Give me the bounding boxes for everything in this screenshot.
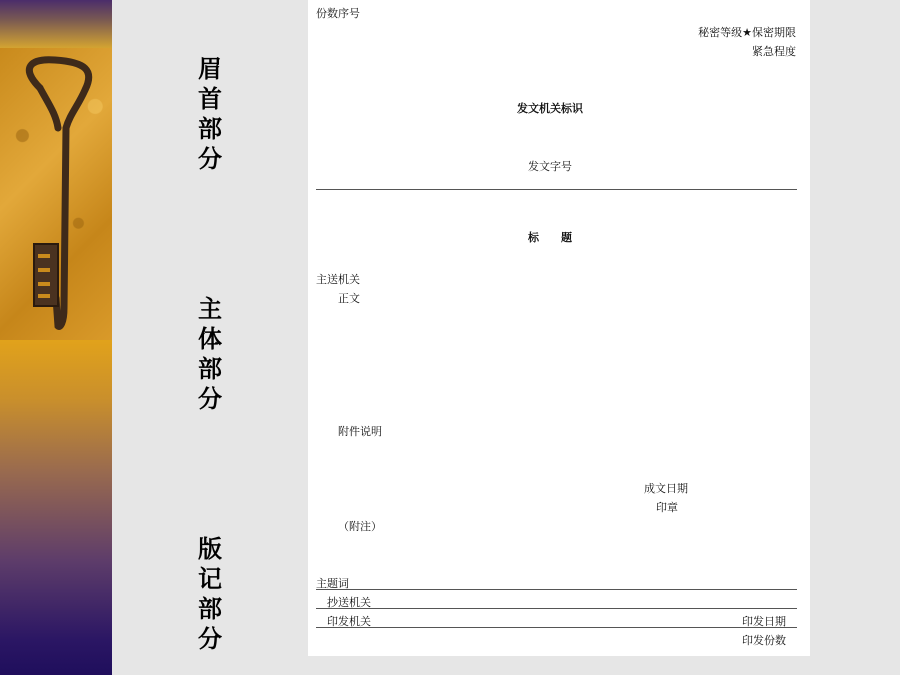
header-divider [316,189,797,190]
cc-agencies: 抄送机关 [327,596,371,609]
body-text: 正文 [338,292,360,305]
print-copies: 印发份数 [742,634,786,647]
section-label-header: 眉首部分 [198,54,222,173]
copy-number: 份数序号 [316,7,360,20]
document-title: 标 题 [528,231,572,244]
subject-words: 主题词 [316,577,349,590]
print-date: 印发日期 [742,615,786,628]
attachment-note: 附件说明 [338,425,382,438]
urgency-level: 紧急程度 [752,45,796,58]
printing-agency: 印发机关 [327,615,371,628]
print-divider [316,627,797,628]
document-number: 发文字号 [528,160,572,173]
date-written: 成文日期 [644,482,688,495]
key-icon [0,48,112,340]
section-label-footer: 版记部分 [198,534,222,653]
main-recipient: 主送机关 [316,273,360,286]
section-label-body: 主体部分 [198,294,222,413]
subject-divider [316,589,797,590]
issuer-mark: 发文机关标识 [517,102,583,115]
cc-divider [316,608,797,609]
document-template-page [308,0,810,656]
secret-level: 秘密等级★保密期限 [698,26,796,39]
seal: 印章 [656,501,678,514]
remarks: （附注） [338,520,382,533]
antique-key-photo [0,48,112,340]
